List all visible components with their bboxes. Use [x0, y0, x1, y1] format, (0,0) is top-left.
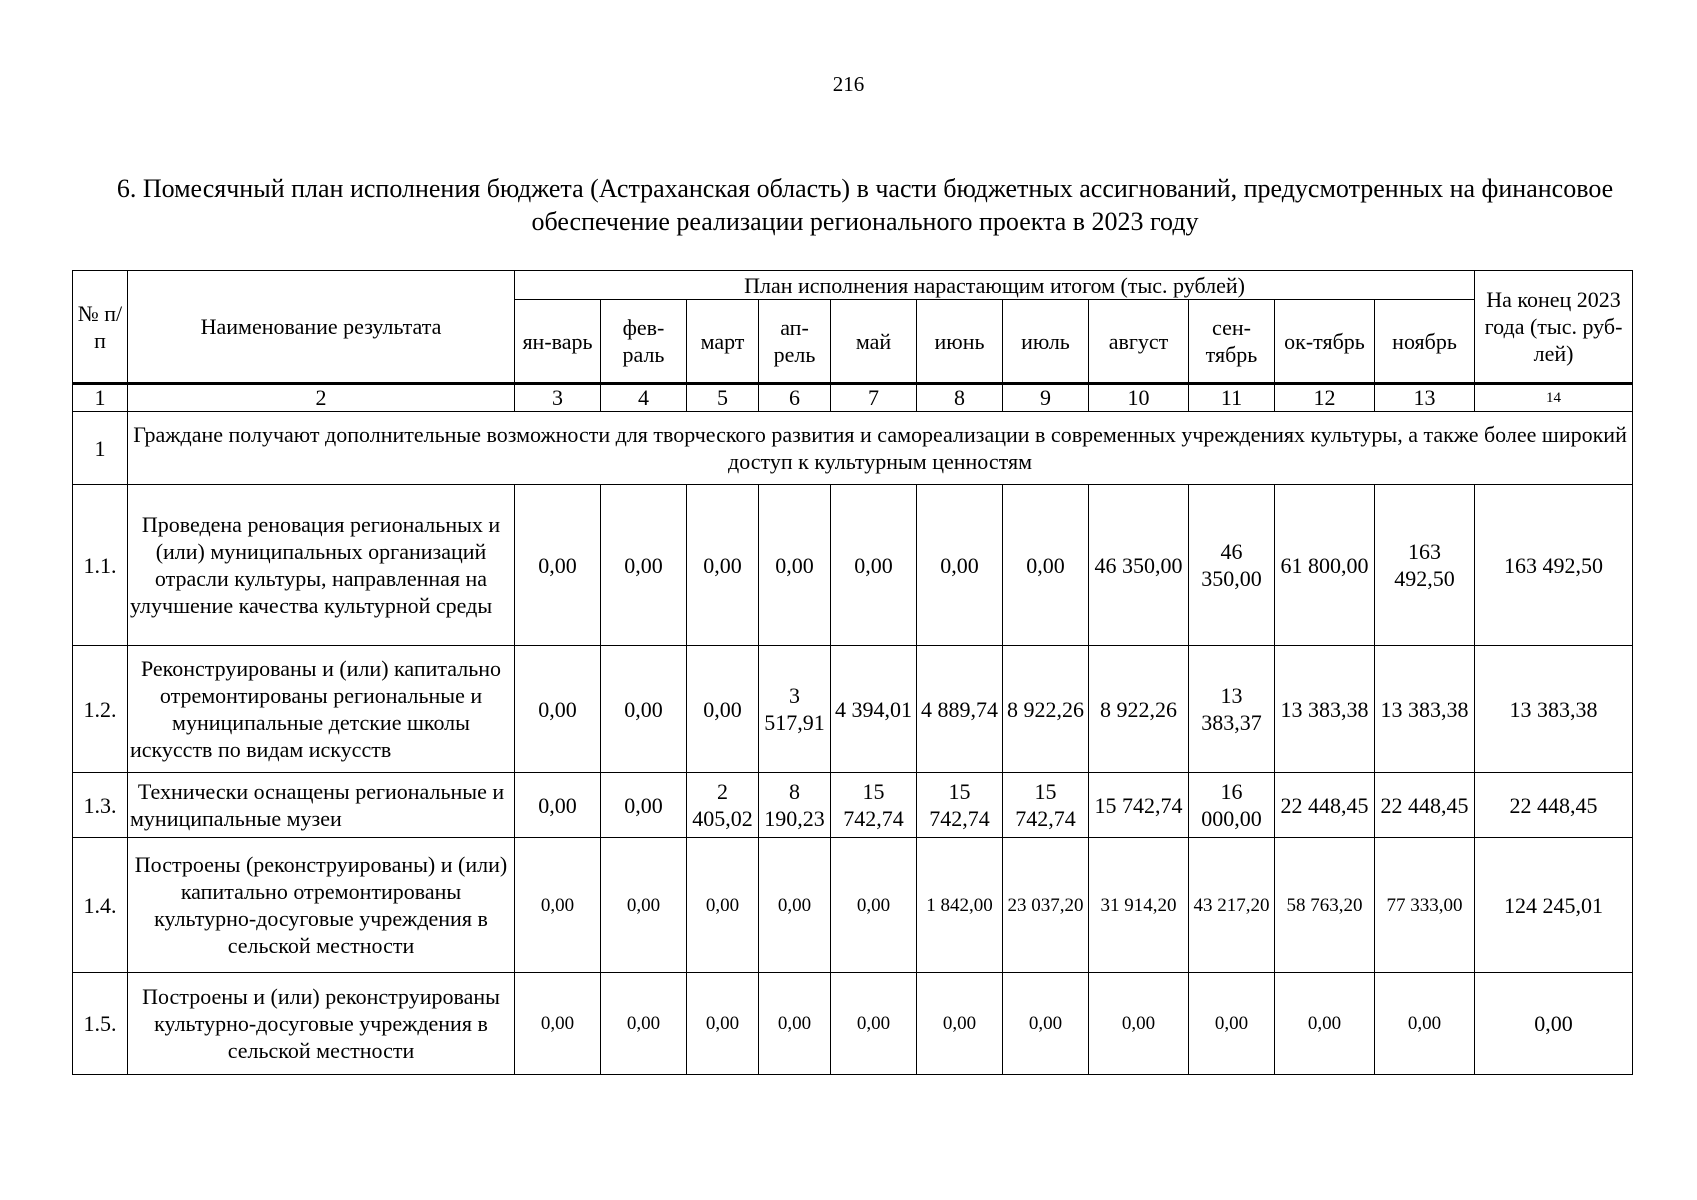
month-value: 0,00: [917, 973, 1003, 1075]
month-value: 22 448,45: [1275, 773, 1375, 838]
end-of-year-value: 22 448,45: [1475, 773, 1633, 838]
month-value: 0,00: [1275, 973, 1375, 1075]
header-month: май: [831, 300, 917, 384]
month-value: 4 889,74: [917, 646, 1003, 773]
table-row: [73, 773, 1633, 838]
row-number: 1.2.: [73, 646, 128, 773]
month-value: 0,00: [831, 485, 917, 646]
month-value: 46 350,00: [1189, 485, 1275, 646]
month-value: 0,00: [601, 485, 687, 646]
month-value: 0,00: [687, 973, 759, 1075]
month-value: 16 000,00: [1189, 773, 1275, 838]
column-number: 3: [515, 384, 601, 412]
month-value: 0,00: [759, 973, 831, 1075]
month-value: 0,00: [1003, 973, 1089, 1075]
end-of-year-value: 0,00: [1475, 973, 1633, 1075]
month-value: 22 448,45: [1375, 773, 1475, 838]
header-month: август: [1089, 300, 1189, 384]
column-number: 2: [128, 384, 515, 412]
header-month: ян-варь: [515, 300, 601, 384]
header-name: Наименование результата: [128, 271, 515, 384]
column-number: 14: [1475, 384, 1633, 412]
month-value: 15 742,74: [1089, 773, 1189, 838]
month-value: 15 742,74: [917, 773, 1003, 838]
row-number: 1.1.: [73, 485, 128, 646]
month-value: 1 842,00: [917, 838, 1003, 973]
column-number: 4: [601, 384, 687, 412]
month-value: 31 914,20: [1089, 838, 1189, 973]
month-value: 0,00: [601, 838, 687, 973]
header-month: фев-раль: [601, 300, 687, 384]
month-value: 0,00: [759, 485, 831, 646]
column-number: 13: [1375, 384, 1475, 412]
month-value: 8 190,23: [759, 773, 831, 838]
month-value: 23 037,20: [1003, 838, 1089, 973]
table-row: [73, 973, 1633, 1075]
month-value: 8 922,26: [1003, 646, 1089, 773]
budget-plan-table: [72, 270, 1633, 1075]
month-value: 0,00: [1003, 485, 1089, 646]
column-number-row: [73, 384, 1633, 412]
month-value: 0,00: [515, 485, 601, 646]
header-month: ноябрь: [1375, 300, 1475, 384]
month-value: 0,00: [601, 646, 687, 773]
column-number: 8: [917, 384, 1003, 412]
month-value: 0,00: [759, 838, 831, 973]
page-number: 216: [832, 72, 865, 96]
month-value: 8 922,26: [1089, 646, 1189, 773]
table-row: [73, 485, 1633, 646]
row-number: 1.5.: [73, 973, 128, 1075]
month-value: 15 742,74: [1003, 773, 1089, 838]
end-of-year-value: 13 383,38: [1475, 646, 1633, 773]
column-number: 11: [1189, 384, 1275, 412]
month-value: 0,00: [601, 773, 687, 838]
month-value: 0,00: [831, 973, 917, 1075]
header-month: июнь: [917, 300, 1003, 384]
month-value: 0,00: [1375, 973, 1475, 1075]
month-value: 0,00: [687, 646, 759, 773]
month-value: 61 800,00: [1275, 485, 1375, 646]
column-number: 1: [73, 384, 128, 412]
month-value: 0,00: [515, 646, 601, 773]
month-value: 0,00: [917, 485, 1003, 646]
result-name: Технически оснащены региональные и муниципальные музеи: [128, 773, 515, 838]
month-value: 0,00: [831, 838, 917, 973]
month-value: 0,00: [1189, 973, 1275, 1075]
month-value: 46 350,00: [1089, 485, 1189, 646]
result-name: Построены и (или) реконструированы культурно-досуговые учреждения в сельской местности: [128, 973, 515, 1075]
month-value: 13 383,38: [1275, 646, 1375, 773]
header-month: ап-рель: [759, 300, 831, 384]
month-value: 43 217,20: [1189, 838, 1275, 973]
month-value: 163 492,50: [1375, 485, 1475, 646]
column-number: 12: [1275, 384, 1375, 412]
month-value: 0,00: [601, 973, 687, 1075]
column-number: 6: [759, 384, 831, 412]
month-value: 0,00: [515, 838, 601, 973]
month-value: 15 742,74: [831, 773, 917, 838]
month-value: 13 383,37: [1189, 646, 1275, 773]
section-title: Граждане получают дополнительные возможности для творческого развития и самореализации в современных учреждениях культуры, а также более широкий доступ к культурным ценностям: [128, 412, 1633, 485]
row-number: 1.3.: [73, 773, 128, 838]
table-row: [73, 646, 1633, 773]
month-value: 0,00: [515, 973, 601, 1075]
month-value: 58 763,20: [1275, 838, 1375, 973]
header-month: июль: [1003, 300, 1089, 384]
header-num: № п/п: [73, 271, 128, 384]
column-number: 9: [1003, 384, 1089, 412]
document-title: 6. Помесячный план исполнения бюджета (Астраханская область) в части бюджетных ассигнований, предусмотренных на финансовое обеспечение реализации регионального проекта в 2023 году: [116, 174, 1614, 236]
month-value: 0,00: [687, 838, 759, 973]
header-month: ок-тябрь: [1275, 300, 1375, 384]
month-value: 13 383,38: [1375, 646, 1475, 773]
row-number: 1.4.: [73, 838, 128, 973]
result-name: Реконструированы и (или) капитально отремонтированы региональные и муниципальные детские школы искусств по видам искусств: [128, 646, 515, 773]
column-number: 7: [831, 384, 917, 412]
table-row: [73, 838, 1633, 973]
section-row: [73, 412, 1633, 485]
header-end: На конец 2023 года (тыс. руб-лей): [1475, 271, 1633, 384]
end-of-year-value: 163 492,50: [1475, 485, 1633, 646]
column-number: 5: [687, 384, 759, 412]
month-value: 77 333,00: [1375, 838, 1475, 973]
result-name: Проведена реновация региональных и (или) муниципальных организаций отрасли культуры, направленная на улучшение качества культурной среды: [128, 485, 515, 646]
month-value: 0,00: [1089, 973, 1189, 1075]
header-plan: План исполнения нарастающим итогом (тыс. рублей): [515, 271, 1475, 300]
header-month: март: [687, 300, 759, 384]
section-number: 1: [73, 412, 128, 485]
month-value: 2 405,02: [687, 773, 759, 838]
column-number: 10: [1089, 384, 1189, 412]
month-value: 3 517,91: [759, 646, 831, 773]
month-value: 0,00: [687, 485, 759, 646]
month-value: 0,00: [515, 773, 601, 838]
result-name: Построены (реконструированы) и (или) капитально отремонтированы культурно-досуговые учреждения в сельской местности: [128, 838, 515, 973]
header-month: сен-тябрь: [1189, 300, 1275, 384]
end-of-year-value: 124 245,01: [1475, 838, 1633, 973]
month-value: 4 394,01: [831, 646, 917, 773]
